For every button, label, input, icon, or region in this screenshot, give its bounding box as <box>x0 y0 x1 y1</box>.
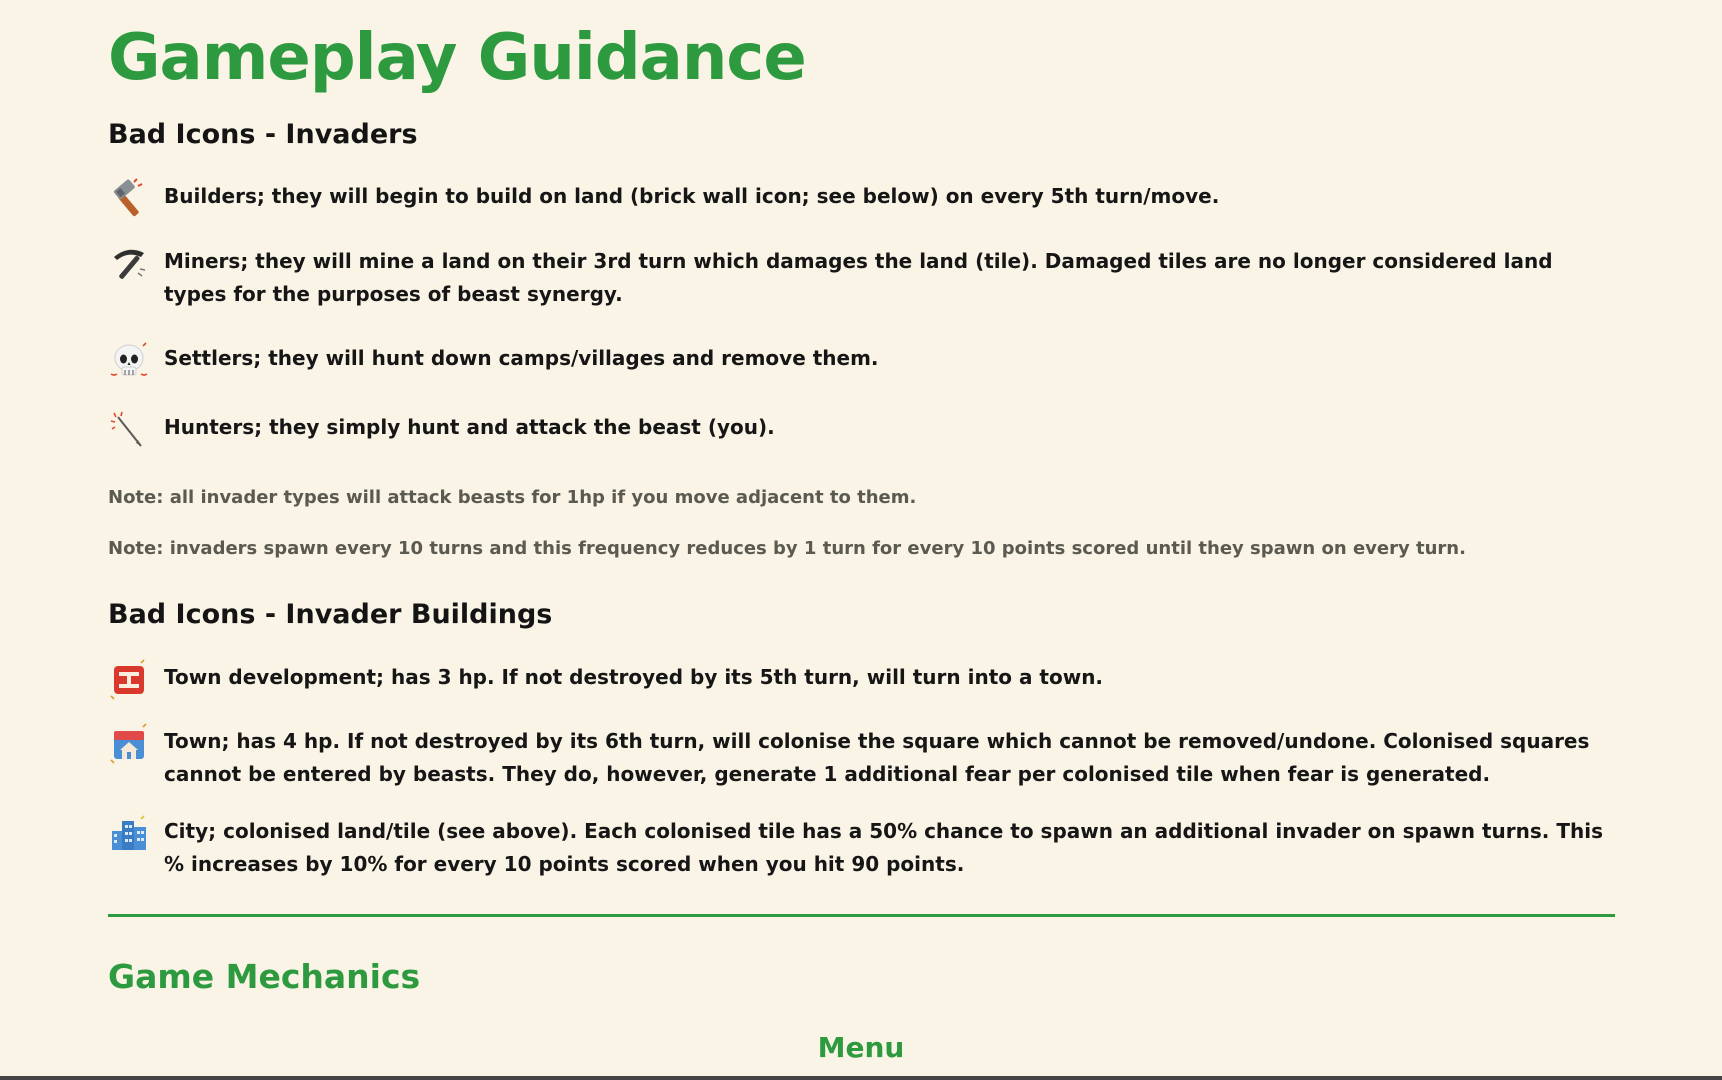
building-item-town <box>108 723 1615 791</box>
menu-link[interactable]: Menu <box>817 1031 905 1064</box>
building-item-town-development <box>108 659 1615 701</box>
building-text-city: City; colonised land/tile (see above). Each colonised tile has a 50% chance to spawn an additional invader on spawn turns. This % increases by 10% for every 10 points scored when you hit 90 points. <box>164 819 1604 876</box>
invader-item-builders <box>108 178 1615 220</box>
skull-icon <box>108 340 150 382</box>
note-spawn: Note: invaders spawn every 10 turns and this frequency reduces by 1 turn for every 10 points scored until they spawn on every turn. <box>108 538 1466 559</box>
invader-text-miners: Miners; they will mine a land on their 3rd turn which damages the land (tile). Damaged tiles are no longer considered land types for the purposes of beast synergy. <box>164 249 1553 306</box>
building-item-city <box>108 813 1615 881</box>
invader-item-settlers <box>108 340 1615 382</box>
invader-text-hunters: Hunters; they simply hunt and attack the beast (you). <box>164 415 775 439</box>
section-divider <box>108 914 1615 917</box>
invader-item-miners <box>108 243 1615 311</box>
invaders-heading: Bad Icons - Invaders <box>108 119 418 150</box>
brick-wall-icon <box>108 659 150 701</box>
spear-icon <box>108 409 150 451</box>
building-text-town: Town; has 4 hp. If not destroyed by its 6th turn, will colonise the square which cannot be removed/undone. Colonised squares cannot be entered by beasts. They do, however, generate 1 additional fear per colonised tile when fear is generated. <box>164 729 1590 786</box>
note-attack: Note: all invader types will attack beasts for 1hp if you move adjacent to them. <box>108 487 917 508</box>
game-mechanics-heading[interactable]: Game Mechanics <box>108 957 421 996</box>
invader-item-hunters <box>108 409 1615 451</box>
invader-text-settlers: Settlers; they will hunt down camps/villages and remove them. <box>164 346 879 370</box>
guidance-page <box>108 0 1615 996</box>
invader-text-builders: Builders; they will begin to build on land (brick wall icon; see below) on every 5th turn/move. <box>164 184 1220 208</box>
city-icon <box>108 813 150 855</box>
buildings-heading: Bad Icons - Invader Buildings <box>108 599 553 630</box>
house-icon <box>108 723 150 765</box>
bottom-bar <box>0 1076 1722 1080</box>
page-title: Gameplay Guidance <box>108 21 806 95</box>
hammer-icon <box>108 178 150 220</box>
building-text-town-development: Town development; has 3 hp. If not destroyed by its 5th turn, will turn into a town. <box>164 665 1104 689</box>
pickaxe-icon <box>108 243 150 285</box>
